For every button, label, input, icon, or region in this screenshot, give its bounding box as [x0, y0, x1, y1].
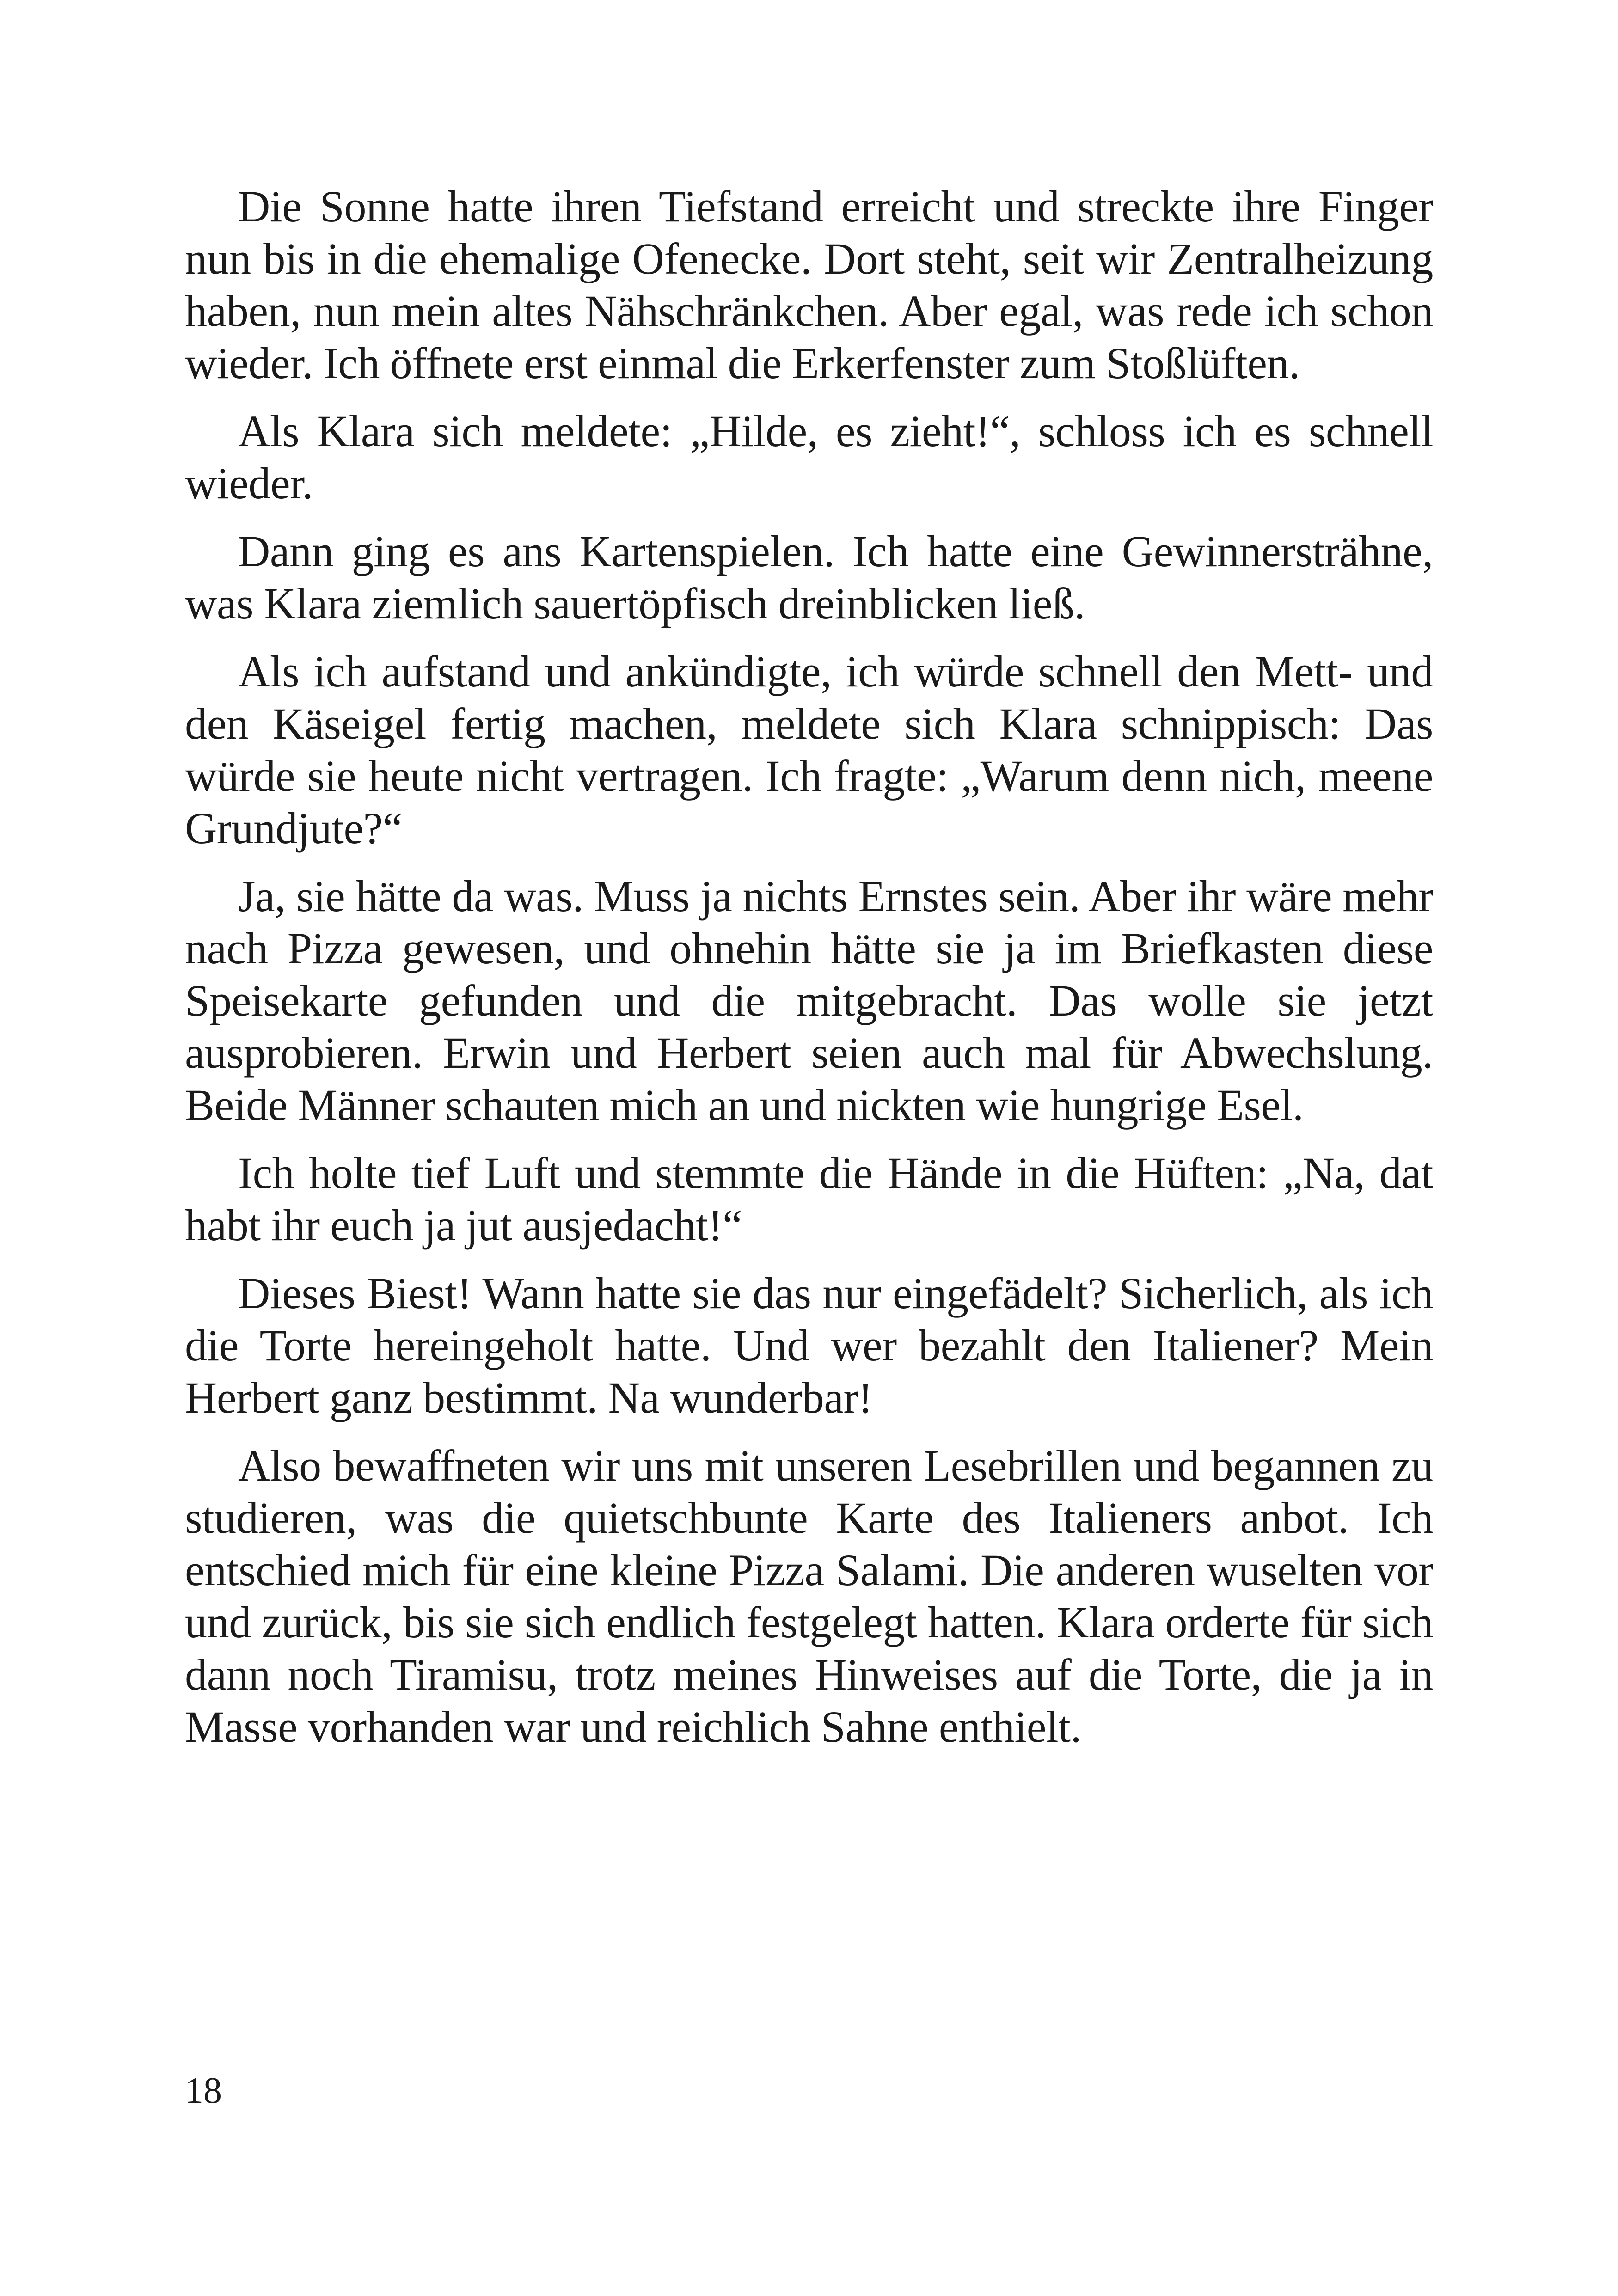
page-number: 18 — [185, 2070, 222, 2111]
page-body — [185, 180, 1433, 2168]
paragraph: Dann ging es ans Kartenspielen. Ich hatte eine Gewinnersträhne, was Klara ziemlich sauertöpfisch dreinblicken ließ. — [185, 527, 1433, 628]
paragraph: Dieses Biest! Wann hatte sie das nur eingefädelt? Sicherlich, als ich die Torte hereingeholt hatte. Und wer bezahlt den Italiener? Mein Herbert ganz bestimmt. Na wunderbar! — [185, 1268, 1433, 1422]
paragraph: Ja, sie hätte da was. Muss ja nichts Ernstes sein. Aber ihr wäre mehr nach Pizza gewesen, und ohnehin hätte sie ja im Briefkasten diese Speisekarte gefunden und die mitgebracht. Das wolle sie jetzt ausprobieren. Erwin und Herbert seien auch mal für Abwechslung. Beide Männer schauten mich an und nickten wie hungrige Esel. — [185, 871, 1433, 1130]
paragraph: Die Sonne hatte ihren Tiefstand erreicht und streckte ihre Finger nun bis in die ehemalige Ofenecke. Dort steht, seit wir Zentralheizung haben, nun mein altes Nähschränkchen. Aber egal, was rede ich schon wieder. Ich öffnete erst einmal die Erkerfenster zum Stoßlüften. — [185, 182, 1433, 388]
paragraph: Als Klara sich meldete: „Hilde, es zieht!“, schloss ich es schnell wieder. — [185, 406, 1433, 508]
paragraph: Also bewaffneten wir uns mit unseren Lesebrillen und begannen zu studieren, was die quietschbunte Karte des Italieners anbot. Ich entschied mich für eine kleine Pizza Salami. Die anderen wuselten vor und zurück, bis sie sich endlich festgelegt hatten. Klara orderte für sich dann noch Tiramisu, trotz meines Hinweises auf die Torte, die ja in Masse vorhanden war und reichlich Sahne enthielt. — [185, 1441, 1433, 1751]
paragraph: Als ich aufstand und ankündigte, ich würde schnell den Mett- und den Käseigel fertig machen, meldete sich Klara schnippisch: Das würde sie heute nicht vertragen. Ich fragte: „Warum denn nich, meene Grundjute?“ — [185, 647, 1433, 853]
paragraph: Ich holte tief Luft und stemmte die Hände in die Hüften: „Na, dat habt ihr euch ja jut ausjedacht!“ — [185, 1148, 1433, 1250]
